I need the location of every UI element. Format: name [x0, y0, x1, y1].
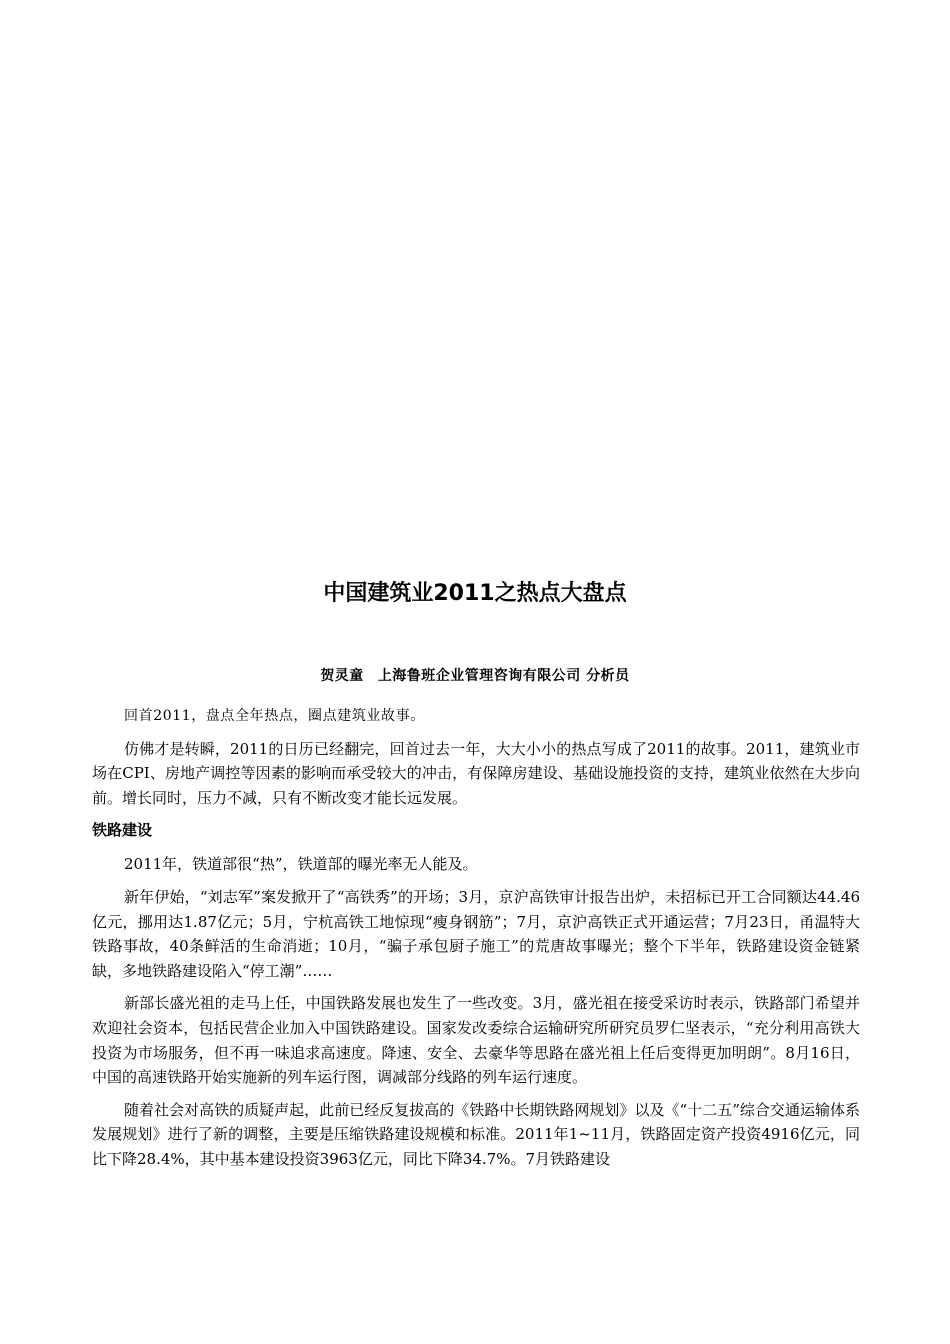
author-organization: 上海鲁班企业管理咨询有限公司: [377, 668, 581, 684]
body-paragraph: 仿佛才是转瞬，2011的日历已经翻完，回首过去一年，大大小小的热点写成了2011的故事。2011，建筑业市场在CPI、房地产调控等因素的影响而承受较大的冲击，有保障房建设、基础设施投资的支持，建筑业依然在大步向前。增长同时，压力不减，只有不断改变才能长远发展。: [92, 739, 860, 807]
document-body: [92, 704, 860, 1180]
author-name: 贺灵童: [320, 668, 364, 684]
intro-paragraph: 回首2011，盘点全年热点，圈点建筑业故事。: [124, 708, 425, 724]
byline: [0, 665, 950, 687]
author-role: 分析员: [586, 668, 630, 684]
body-paragraph: 新年伊始，“刘志军”案发掀开了“高铁秀”的开场；3月，京沪高铁审计报告出炉，未招标已开工合同额达44.46亿元，挪用达1.87亿元；5月，宁杭高铁工地惊现“瘦身钢筋”；7月，京沪高铁正式开通运营；7月23日，甬温特大铁路事故，40条鲜活的生命消逝；10月，“骗子承包厨子施工”的荒唐故事曝光；整个下半年，铁路建设资金链紧缺，多地铁路建设陷入“停工潮”……: [92, 887, 860, 980]
document-title: 中国建筑业2011之热点大盘点: [323, 581, 627, 606]
body-paragraph: 随着社会对高铁的质疑声起，此前已经反复拔高的《铁路中长期铁路网规划》以及《“十二五”综合交通运输体系发展规划》进行了新的调整，主要是压缩铁路建设规模和标准。2011年1~11月，铁路固定资产投资4916亿元，同比下降28.4%，其中基本建设投资3963亿元，同比下降34.7%。7月铁路建设: [92, 1100, 860, 1168]
section-heading: 铁路建设: [92, 821, 153, 840]
body-paragraph: 2011年，铁道部很“热”，铁道部的曝光率无人能及。: [124, 855, 478, 874]
body-paragraph: 新部长盛光祖的走马上任，中国铁路发展也发生了一些改变。3月，盛光祖在接受采访时表示，铁路部门希望并欢迎社会资本，包括民营企业加入中国铁路建设。国家发改委综合运输研究所研究员罗仁坚表示，“充分利用高铁大投资为市场服务，但不再一味追求高速度。降速、安全、去豪华等思路在盛光祖上任后变得更加明朗”。8月16日，中国的高速铁路开始实施新的列车运行图，调减部分线路的列车运行速度。: [92, 994, 860, 1087]
